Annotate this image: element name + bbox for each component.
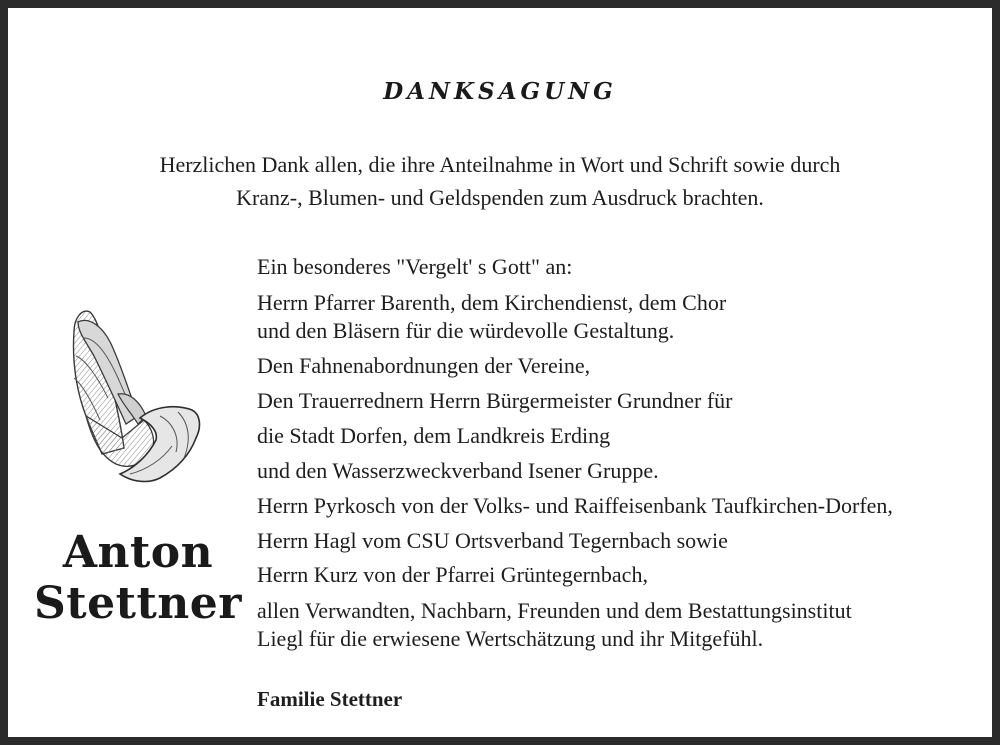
thanks-line: allen Verwandten, Nachbarn, Freunden und dem Bestattungsinstitut — [257, 598, 852, 623]
deceased-first-name: Anton — [62, 527, 214, 578]
signature: Familie Stettner — [257, 687, 403, 711]
thanks-line: Den Fahnenabordnungen der Vereine, — [257, 353, 591, 378]
thanks-line: und den Wasserzweckverband Isener Gruppe. — [257, 458, 659, 483]
notice-heading: DANKSAGUNG — [383, 78, 617, 105]
thanks-line: Den Trauerrednern Herrn Bürgermeister Grundner für — [257, 388, 733, 413]
intro-text — [8, 148, 992, 214]
thanks-line: Herrn Pyrkosch von der Volks- und Raiffeisenbank Taufkirchen-Dorfen, — [257, 493, 893, 518]
deceased-last-name: Stettner — [34, 578, 242, 629]
intro-line: Herzlichen Dank allen, die ihre Anteilnahme in Wort und Schrift sowie durch — [159, 152, 841, 177]
thanks-line: Herrn Kurz von der Pfarrei Grüntegernbach, — [257, 562, 648, 587]
thanks-line: Herrn Hagl vom CSU Ortsverband Tegernbach sowie — [257, 528, 728, 553]
praying-hands-icon — [60, 298, 210, 488]
intro-line: Kranz-, Blumen- und Geldspenden zum Ausdruck brachten. — [236, 185, 764, 210]
thanks-line: und den Bläsern für die würdevolle Gestaltung. — [257, 318, 675, 343]
thanks-line: Herrn Pfarrer Barenth, dem Kirchendienst, dem Chor — [257, 290, 727, 315]
thanks-line: die Stadt Dorfen, dem Landkreis Erding — [257, 423, 611, 448]
thanks-line: Liegl für die erwiesene Wertschätzung und ihr Mitgefühl. — [257, 626, 764, 651]
thanks-line: Ein besonderes "Vergelt' s Gott" an: — [257, 254, 573, 279]
